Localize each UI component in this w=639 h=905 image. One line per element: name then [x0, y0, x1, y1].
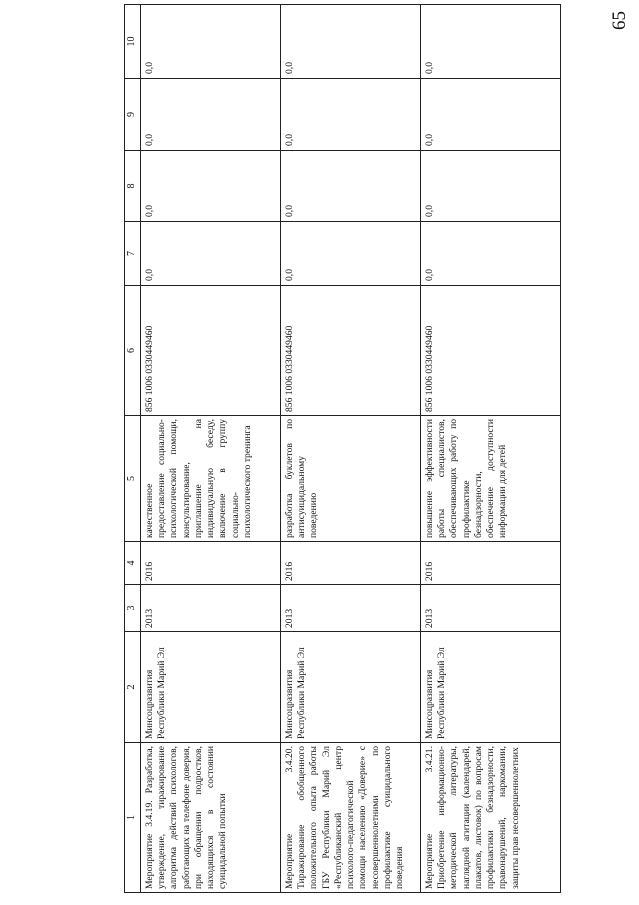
- executor-cell: Минсоцразвития Республики Марий Эл: [420, 632, 560, 743]
- column-header-5: 5: [125, 416, 141, 542]
- end-year-cell: 2016: [280, 542, 420, 585]
- table-row: [280, 5, 420, 893]
- budget-code-cell: 856 1006 0330449460: [140, 286, 280, 416]
- executor-cell: Минсоцразвития Республики Марий Эл: [280, 632, 420, 743]
- value-cell-8: 0,0: [420, 151, 560, 222]
- column-header-7: 7: [125, 222, 141, 286]
- result-cell: качественное предоставление социально-психологической помощи, консультирование, приглашение на индивидуальную беседу, включение в группу социально-психологического тренинга: [140, 416, 280, 542]
- header-row: [125, 5, 141, 893]
- value-cell-9: 0,0: [280, 79, 420, 151]
- column-header-10: 10: [125, 5, 141, 79]
- start-year-cell: 2013: [280, 585, 420, 632]
- table-row: [140, 5, 280, 893]
- event-cell: Мероприятие 3.4.20. Тиражирование обобщенного положительного опыта работы ГБУ Республики Марий Эл «Республиканский центр психолого-педагогической помощи населению «Доверие» с несовершеннолетними по профилактике суицидального поведения: [280, 743, 420, 893]
- value-cell-10: 0,0: [140, 5, 280, 79]
- column-header-8: 8: [125, 151, 141, 222]
- event-cell: Мероприятие 3.4.19. Разработка, утверждение, тиражирование алгоритма действий психологов, работающих на телефоне доверия, при обращении подростков, находящихся в состоянии суицидальной попытки: [140, 743, 280, 893]
- value-cell-7: 0,0: [280, 222, 420, 286]
- event-cell: Мероприятие 3.4.21. Приобретение информационно-методической литературы, наглядной агитации (календарей, плакатов, листовок) по вопросам профилактики безнадзорности, правонарушений, наркомании, защиты прав несовершеннолетних: [420, 743, 560, 893]
- budget-code-cell: 856 1006 0330449460: [420, 286, 560, 416]
- rotated-page-content: [124, 5, 607, 893]
- end-year-cell: 2016: [140, 542, 280, 585]
- value-cell-7: 0,0: [140, 222, 280, 286]
- table-row: [420, 5, 560, 893]
- column-header-6: 6: [125, 286, 141, 416]
- executor-cell: Минсоцразвития Республики Марий Эл: [140, 632, 280, 743]
- result-cell: повышение эффективности работы специалистов, обеспечивающих работу по профилактике безнадзорности, обеспечение доступности информации для детей: [420, 416, 560, 542]
- value-cell-8: 0,0: [140, 151, 280, 222]
- end-year-cell: 2016: [420, 542, 560, 585]
- value-cell-8: 0,0: [280, 151, 420, 222]
- column-header-1: 1: [125, 743, 141, 893]
- column-header-9: 9: [125, 79, 141, 151]
- start-year-cell: 2013: [140, 585, 280, 632]
- column-header-3: 3: [125, 585, 141, 632]
- value-cell-9: 0,0: [140, 79, 280, 151]
- value-cell-10: 0,0: [280, 5, 420, 79]
- result-cell: разработка буклетов по антисуицидальному поведению: [280, 416, 420, 542]
- start-year-cell: 2013: [420, 585, 560, 632]
- value-cell-10: 0,0: [420, 5, 560, 79]
- budget-code-cell: 856 1006 0330449460: [280, 286, 420, 416]
- value-cell-7: 0,0: [420, 222, 560, 286]
- page-number: 65: [609, 11, 630, 30]
- column-header-2: 2: [125, 632, 141, 743]
- column-header-4: 4: [125, 542, 141, 585]
- program-events-table: [124, 4, 561, 893]
- value-cell-9: 0,0: [420, 79, 560, 151]
